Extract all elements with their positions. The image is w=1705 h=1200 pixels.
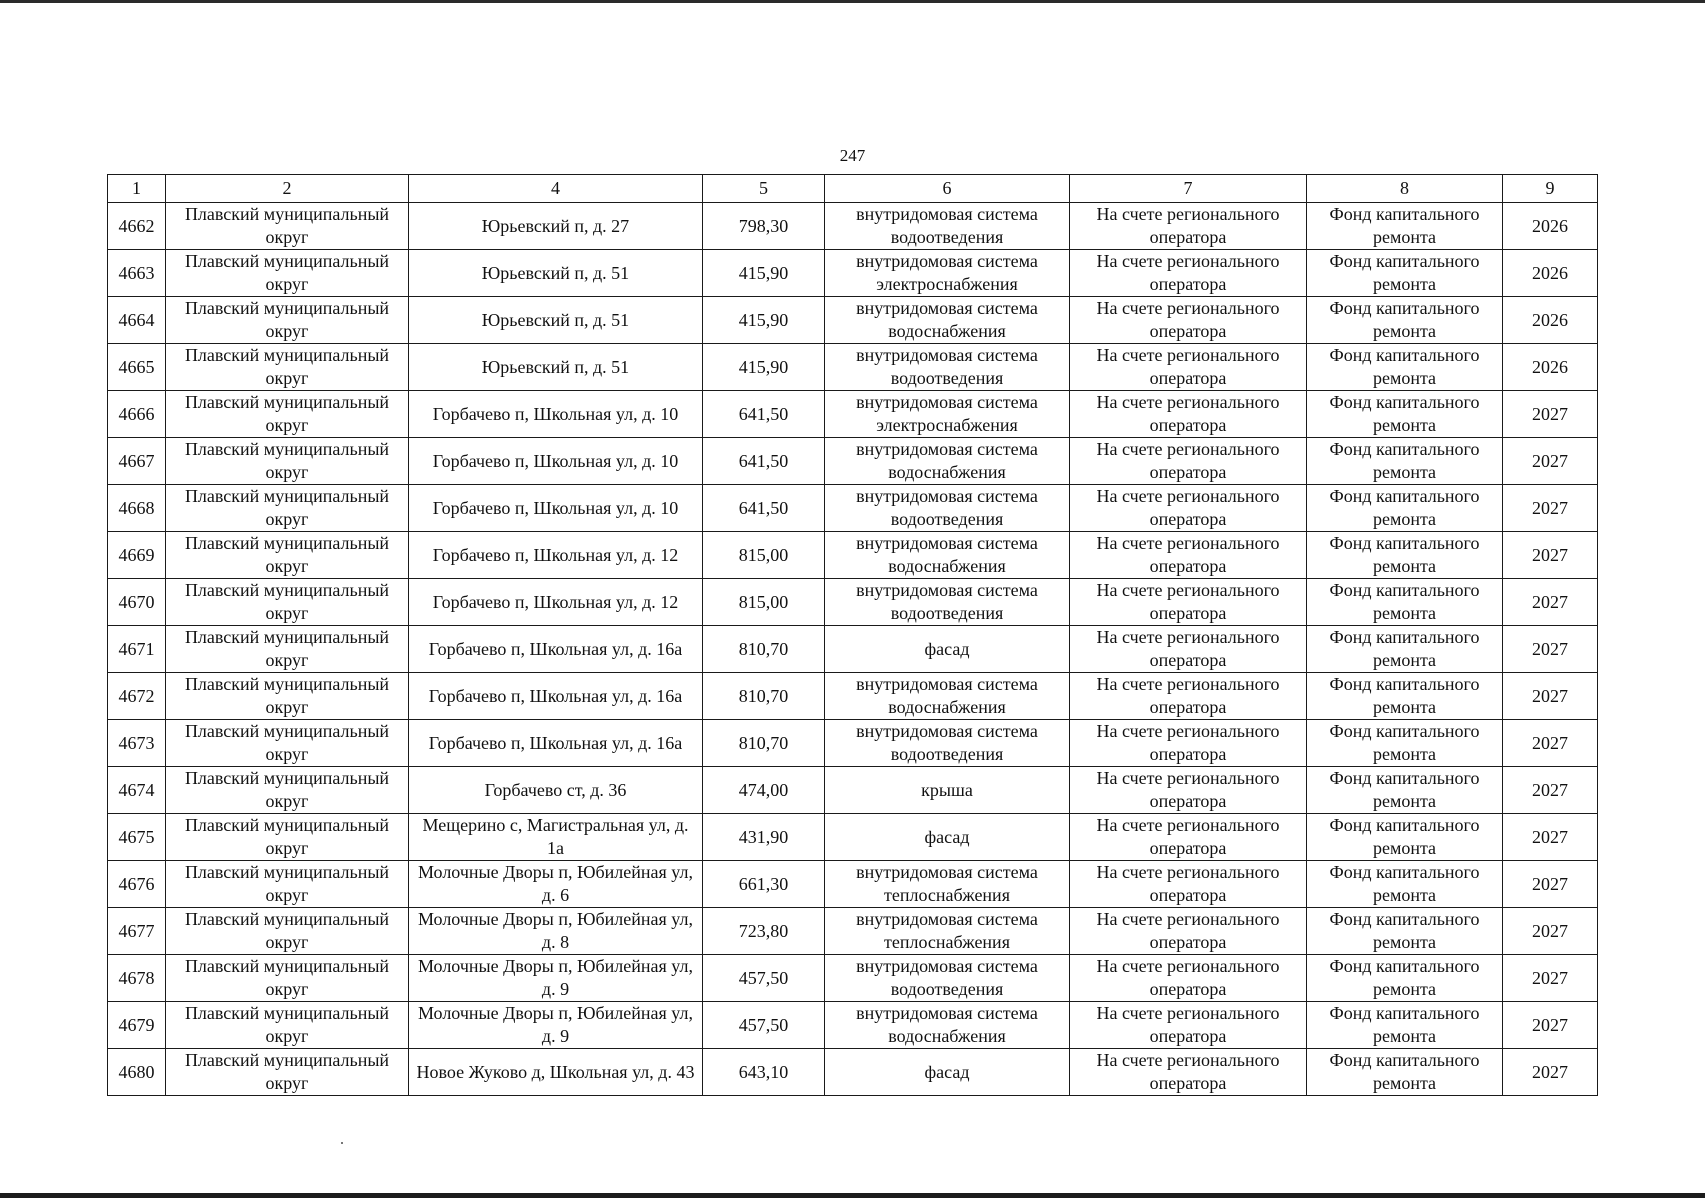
funding-source-cell: Фонд капитального ремонта xyxy=(1307,673,1503,720)
row-number-cell: 4669 xyxy=(108,532,166,579)
column-header: 9 xyxy=(1503,175,1598,203)
address-cell: Горбачево ст, д. 36 xyxy=(409,767,703,814)
work-type-cell: внутридомовая система водоснабжения xyxy=(825,297,1070,344)
row-number-cell: 4665 xyxy=(108,344,166,391)
year-cell: 2026 xyxy=(1503,297,1598,344)
address-cell: Юрьевский п, д. 51 xyxy=(409,297,703,344)
address-cell: Горбачево п, Школьная ул, д. 12 xyxy=(409,532,703,579)
address-cell: Горбачево п, Школьная ул, д. 16а xyxy=(409,720,703,767)
district-cell: Плавский муниципальный округ xyxy=(166,720,409,767)
funding-source-cell: Фонд капитального ремонта xyxy=(1307,814,1503,861)
account-cell: На счете регионального оператора xyxy=(1070,1002,1307,1049)
district-cell: Плавский муниципальный округ xyxy=(166,250,409,297)
area-cell: 798,30 xyxy=(703,203,825,250)
year-cell: 2027 xyxy=(1503,908,1598,955)
funding-source-cell: Фонд капитального ремонта xyxy=(1307,297,1503,344)
funding-source-cell: Фонд капитального ремонта xyxy=(1307,955,1503,1002)
year-cell: 2027 xyxy=(1503,1002,1598,1049)
address-cell: Юрьевский п, д. 51 xyxy=(409,250,703,297)
table-row xyxy=(108,955,1598,1002)
district-cell: Плавский муниципальный округ xyxy=(166,861,409,908)
work-type-cell: внутридомовая система водоснабжения xyxy=(825,673,1070,720)
table-row xyxy=(108,626,1598,673)
area-cell: 457,50 xyxy=(703,1002,825,1049)
table-row xyxy=(108,485,1598,532)
district-cell: Плавский муниципальный округ xyxy=(166,626,409,673)
work-type-cell: внутридомовая система водоснабжения xyxy=(825,1002,1070,1049)
account-cell: На счете регионального оператора xyxy=(1070,1049,1307,1096)
address-cell: Юрьевский п, д. 51 xyxy=(409,344,703,391)
row-number-cell: 4662 xyxy=(108,203,166,250)
area-cell: 643,10 xyxy=(703,1049,825,1096)
work-type-cell: внутридомовая система водоотведения xyxy=(825,203,1070,250)
area-cell: 457,50 xyxy=(703,955,825,1002)
table-row xyxy=(108,203,1598,250)
work-type-cell: внутридомовая система водоотведения xyxy=(825,485,1070,532)
account-cell: На счете регионального оператора xyxy=(1070,720,1307,767)
account-cell: На счете регионального оператора xyxy=(1070,814,1307,861)
funding-source-cell: Фонд капитального ремонта xyxy=(1307,250,1503,297)
address-cell: Молочные Дворы п, Юбилейная ул, д. 9 xyxy=(409,955,703,1002)
column-header: 7 xyxy=(1070,175,1307,203)
address-cell: Новое Жуково д, Школьная ул, д. 43 xyxy=(409,1049,703,1096)
area-cell: 641,50 xyxy=(703,485,825,532)
district-cell: Плавский муниципальный округ xyxy=(166,297,409,344)
column-header: 1 xyxy=(108,175,166,203)
area-cell: 415,90 xyxy=(703,250,825,297)
year-cell: 2027 xyxy=(1503,861,1598,908)
area-cell: 431,90 xyxy=(703,814,825,861)
funding-source-cell: Фонд капитального ремонта xyxy=(1307,1049,1503,1096)
work-type-cell: фасад xyxy=(825,626,1070,673)
row-number-cell: 4675 xyxy=(108,814,166,861)
account-cell: На счете регионального оператора xyxy=(1070,955,1307,1002)
year-cell: 2027 xyxy=(1503,485,1598,532)
year-cell: 2027 xyxy=(1503,767,1598,814)
district-cell: Плавский муниципальный округ xyxy=(166,908,409,955)
table-row xyxy=(108,579,1598,626)
table-row xyxy=(108,720,1598,767)
funding-source-cell: Фонд капитального ремонта xyxy=(1307,438,1503,485)
account-cell: На счете регионального оператора xyxy=(1070,908,1307,955)
table-row xyxy=(108,344,1598,391)
district-cell: Плавский муниципальный округ xyxy=(166,485,409,532)
district-cell: Плавский муниципальный округ xyxy=(166,814,409,861)
account-cell: На счете регионального оператора xyxy=(1070,626,1307,673)
district-cell: Плавский муниципальный округ xyxy=(166,579,409,626)
table-header xyxy=(108,175,1598,203)
table-row xyxy=(108,532,1598,579)
row-number-cell: 4670 xyxy=(108,579,166,626)
area-cell: 415,90 xyxy=(703,344,825,391)
year-cell: 2026 xyxy=(1503,250,1598,297)
year-cell: 2027 xyxy=(1503,955,1598,1002)
row-number-cell: 4679 xyxy=(108,1002,166,1049)
scan-top-edge xyxy=(0,0,1705,3)
area-cell: 641,50 xyxy=(703,391,825,438)
header-row xyxy=(108,175,1598,203)
address-cell: Молочные Дворы п, Юбилейная ул, д. 8 xyxy=(409,908,703,955)
funding-source-cell: Фонд капитального ремонта xyxy=(1307,1002,1503,1049)
account-cell: На счете регионального оператора xyxy=(1070,391,1307,438)
scan-bottom-edge xyxy=(0,1193,1705,1198)
work-type-cell: крыша xyxy=(825,767,1070,814)
year-cell: 2027 xyxy=(1503,532,1598,579)
district-cell: Плавский муниципальный округ xyxy=(166,767,409,814)
district-cell: Плавский муниципальный округ xyxy=(166,391,409,438)
funding-source-cell: Фонд капитального ремонта xyxy=(1307,485,1503,532)
work-type-cell: внутридомовая система водоотведения xyxy=(825,344,1070,391)
funding-source-cell: Фонд капитального ремонта xyxy=(1307,767,1503,814)
year-cell: 2026 xyxy=(1503,344,1598,391)
area-cell: 810,70 xyxy=(703,626,825,673)
area-cell: 815,00 xyxy=(703,579,825,626)
district-cell: Плавский муниципальный округ xyxy=(166,532,409,579)
page-number: 247 xyxy=(839,146,866,165)
district-cell: Плавский муниципальный округ xyxy=(166,203,409,250)
table-row xyxy=(108,861,1598,908)
year-cell: 2027 xyxy=(1503,673,1598,720)
funding-source-cell: Фонд капитального ремонта xyxy=(1307,203,1503,250)
work-type-cell: внутридомовая система теплоснабжения xyxy=(825,861,1070,908)
address-cell: Юрьевский п, д. 27 xyxy=(409,203,703,250)
repair-schedule-table xyxy=(107,174,1598,1096)
row-number-cell: 4667 xyxy=(108,438,166,485)
table-row xyxy=(108,767,1598,814)
address-cell: Горбачево п, Школьная ул, д. 10 xyxy=(409,438,703,485)
funding-source-cell: Фонд капитального ремонта xyxy=(1307,908,1503,955)
row-number-cell: 4666 xyxy=(108,391,166,438)
row-number-cell: 4663 xyxy=(108,250,166,297)
column-header: 4 xyxy=(409,175,703,203)
account-cell: На счете регионального оператора xyxy=(1070,579,1307,626)
district-cell: Плавский муниципальный округ xyxy=(166,1049,409,1096)
row-number-cell: 4672 xyxy=(108,673,166,720)
district-cell: Плавский муниципальный округ xyxy=(166,438,409,485)
area-cell: 641,50 xyxy=(703,438,825,485)
account-cell: На счете регионального оператора xyxy=(1070,485,1307,532)
table-row xyxy=(108,438,1598,485)
row-number-cell: 4674 xyxy=(108,767,166,814)
row-number-cell: 4677 xyxy=(108,908,166,955)
account-cell: На счете регионального оператора xyxy=(1070,203,1307,250)
area-cell: 815,00 xyxy=(703,532,825,579)
funding-source-cell: Фонд капитального ремонта xyxy=(1307,391,1503,438)
account-cell: На счете регионального оператора xyxy=(1070,767,1307,814)
year-cell: 2027 xyxy=(1503,720,1598,767)
year-cell: 2027 xyxy=(1503,391,1598,438)
work-type-cell: внутридомовая система электроснабжения xyxy=(825,391,1070,438)
row-number-cell: 4671 xyxy=(108,626,166,673)
work-type-cell: фасад xyxy=(825,814,1070,861)
row-number-cell: 4680 xyxy=(108,1049,166,1096)
account-cell: На счете регионального оператора xyxy=(1070,250,1307,297)
address-cell: Молочные Дворы п, Юбилейная ул, д. 6 xyxy=(409,861,703,908)
year-cell: 2027 xyxy=(1503,814,1598,861)
row-number-cell: 4664 xyxy=(108,297,166,344)
funding-source-cell: Фонд капитального ремонта xyxy=(1307,344,1503,391)
account-cell: На счете регионального оператора xyxy=(1070,344,1307,391)
year-cell: 2027 xyxy=(1503,579,1598,626)
year-cell: 2027 xyxy=(1503,438,1598,485)
year-cell: 2027 xyxy=(1503,626,1598,673)
table-row xyxy=(108,297,1598,344)
area-cell: 810,70 xyxy=(703,720,825,767)
area-cell: 661,30 xyxy=(703,861,825,908)
column-header: 8 xyxy=(1307,175,1503,203)
funding-source-cell: Фонд капитального ремонта xyxy=(1307,626,1503,673)
account-cell: На счете регионального оператора xyxy=(1070,861,1307,908)
work-type-cell: внутридомовая система электроснабжения xyxy=(825,250,1070,297)
address-cell: Горбачево п, Школьная ул, д. 16а xyxy=(409,673,703,720)
table-row xyxy=(108,908,1598,955)
area-cell: 474,00 xyxy=(703,767,825,814)
table-row xyxy=(108,1002,1598,1049)
address-cell: Горбачево п, Школьная ул, д. 16а xyxy=(409,626,703,673)
account-cell: На счете регионального оператора xyxy=(1070,673,1307,720)
table-row xyxy=(108,814,1598,861)
work-type-cell: внутридомовая система водоснабжения xyxy=(825,438,1070,485)
area-cell: 810,70 xyxy=(703,673,825,720)
column-header: 5 xyxy=(703,175,825,203)
account-cell: На счете регионального оператора xyxy=(1070,297,1307,344)
district-cell: Плавский муниципальный округ xyxy=(166,1002,409,1049)
district-cell: Плавский муниципальный округ xyxy=(166,673,409,720)
funding-source-cell: Фонд капитального ремонта xyxy=(1307,579,1503,626)
work-type-cell: внутридомовая система теплоснабжения xyxy=(825,908,1070,955)
address-cell: Молочные Дворы п, Юбилейная ул, д. 9 xyxy=(409,1002,703,1049)
work-type-cell: внутридомовая система водоотведения xyxy=(825,955,1070,1002)
table-row xyxy=(108,391,1598,438)
address-cell: Горбачево п, Школьная ул, д. 10 xyxy=(409,485,703,532)
work-type-cell: внутридомовая система водоотведения xyxy=(825,579,1070,626)
year-cell: 2027 xyxy=(1503,1049,1598,1096)
table-row xyxy=(108,1049,1598,1096)
address-cell: Мещерино с, Магистральная ул, д. 1а xyxy=(409,814,703,861)
scan-speck xyxy=(341,1142,343,1144)
account-cell: На счете регионального оператора xyxy=(1070,438,1307,485)
table-body xyxy=(108,203,1598,1096)
row-number-cell: 4668 xyxy=(108,485,166,532)
funding-source-cell: Фонд капитального ремонта xyxy=(1307,720,1503,767)
row-number-cell: 4676 xyxy=(108,861,166,908)
work-type-cell: внутридомовая система водоснабжения xyxy=(825,532,1070,579)
column-header: 6 xyxy=(825,175,1070,203)
year-cell: 2026 xyxy=(1503,203,1598,250)
funding-source-cell: Фонд капитального ремонта xyxy=(1307,861,1503,908)
district-cell: Плавский муниципальный округ xyxy=(166,344,409,391)
account-cell: На счете регионального оператора xyxy=(1070,532,1307,579)
column-header: 2 xyxy=(166,175,409,203)
table-row xyxy=(108,250,1598,297)
work-type-cell: фасад xyxy=(825,1049,1070,1096)
table-row xyxy=(108,673,1598,720)
work-type-cell: внутридомовая система водоотведения xyxy=(825,720,1070,767)
address-cell: Горбачево п, Школьная ул, д. 10 xyxy=(409,391,703,438)
row-number-cell: 4673 xyxy=(108,720,166,767)
row-number-cell: 4678 xyxy=(108,955,166,1002)
address-cell: Горбачево п, Школьная ул, д. 12 xyxy=(409,579,703,626)
district-cell: Плавский муниципальный округ xyxy=(166,955,409,1002)
area-cell: 415,90 xyxy=(703,297,825,344)
funding-source-cell: Фонд капитального ремонта xyxy=(1307,532,1503,579)
area-cell: 723,80 xyxy=(703,908,825,955)
